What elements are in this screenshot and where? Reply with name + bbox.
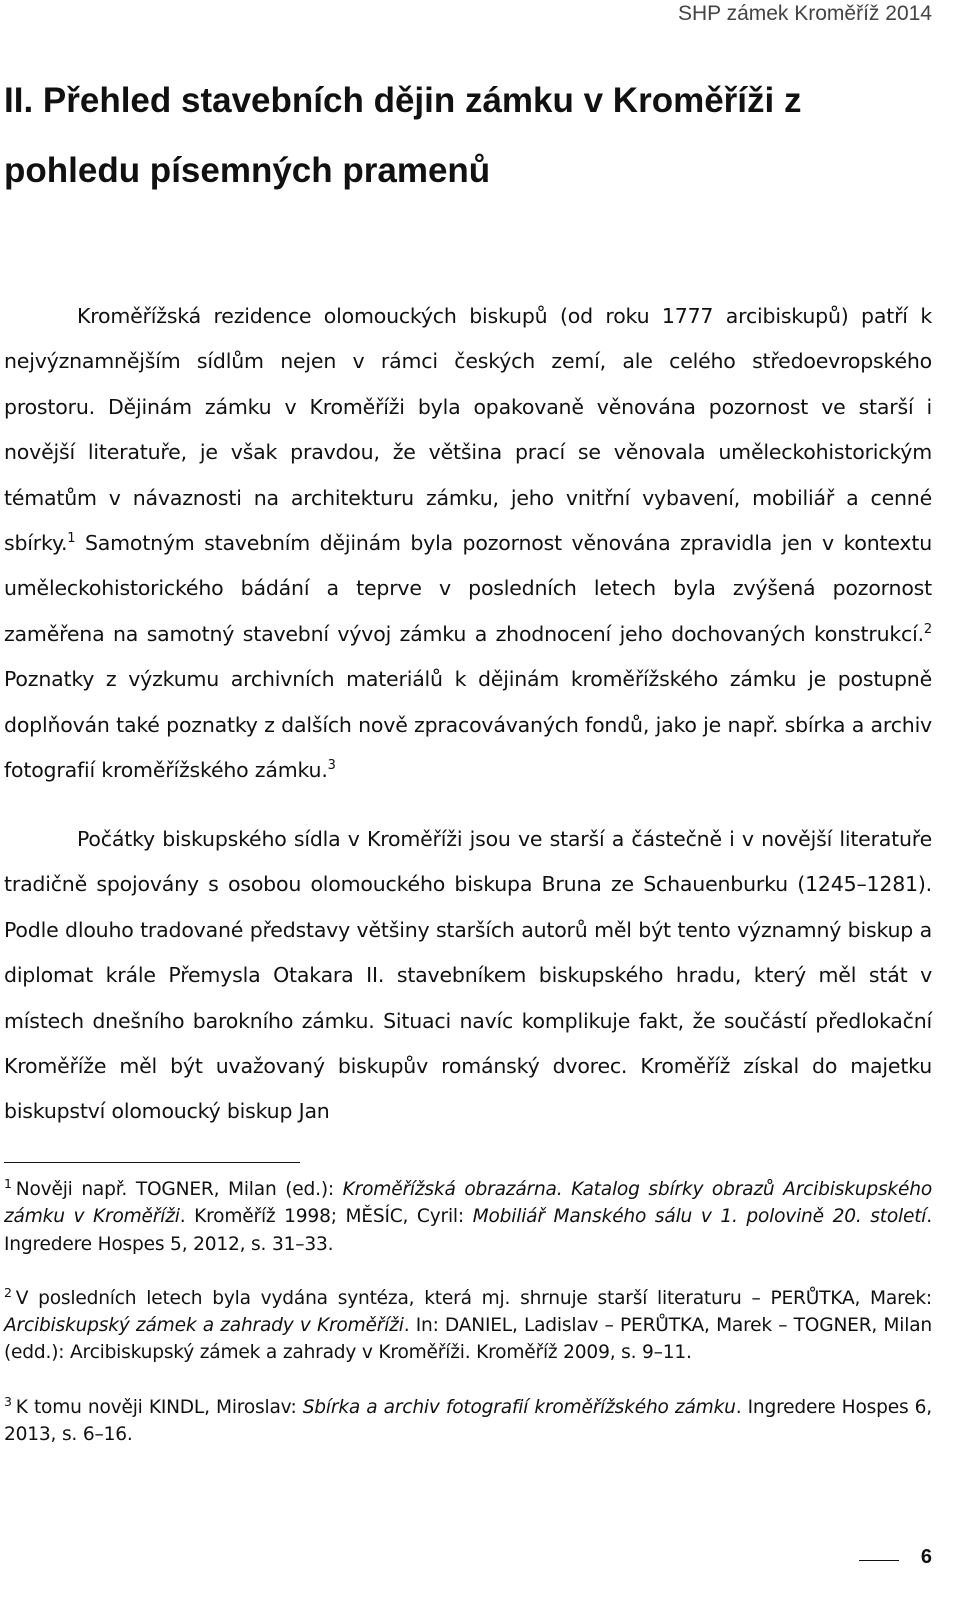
body-paragraph-2 [4, 817, 932, 1135]
p1-sentence-2: Samotným stavebním dějinám byla pozornost věnována zpravidla jen v kontextu uměleckohistorického bádání a teprve v posledních letech byla zvýšená pozornost zaměřena na samotný stavební vývoj zámku a zhodnocení jeho dochovaných konstrukcí. [4, 531, 932, 646]
footnote-text: . In: DANIEL, Ladislav – PERŮTKA, Marek – TOGNER, Milan (edd.): Arcibiskupský zámek a zahrady v Kroměříži. Kroměříž 2009, s. 9–11. [4, 1315, 932, 1364]
footnote-ref-3[interactable]: 3 [327, 758, 336, 774]
footnote-number: 2 [4, 1284, 12, 1300]
footnote-1 [4, 1176, 932, 1258]
footnote-2 [4, 1285, 932, 1367]
footnote-text: V posledních letech byla vydána syntéza, která mj. shrnuje starší literaturu – PERŮTKA, Marek: [15, 1287, 932, 1309]
footnote-title-italic: Arcibiskupský zámek a zahrady v Kroměříži [4, 1315, 404, 1337]
footnote-title-italic: Kroměřížská obrazárna. Katalog sbírky obrazů Arcibiskupského zámku v Kroměříži [4, 1179, 933, 1228]
footnote-text: . Ingredere Hospes 6, 2013, s. 6–16. [4, 1396, 932, 1446]
footnote-text: Nověji např. TOGNER, Milan (ed.): [15, 1179, 343, 1200]
footnote-separator [4, 1162, 300, 1163]
footer-rule [859, 1560, 899, 1561]
footnote-text: . Ingredere Hospes 5, 2012, s. 31–33. [4, 1206, 932, 1255]
p1-sentence-1: Kroměřížská rezidence olomouckých biskupů (od roku 1777 arcibiskupů) patří k nejvýznamnějším sídlům nejen v rámci českých zemí, ale celého středoevropského prostoru. Dějinám zámku v Kroměříži byla opakovaně věnována pozornost ve starší i novější literatuře, je však pravdou, že většina prací se věnovala uměleckohistorickým tématům v návaznosti na architekturu zámku, jeho vnitřní vybavení, mobiliář a cenné sbírky. [4, 304, 932, 556]
p2-text: Počátky biskupského sídla v Kroměříži jsou ve starší a částečně i v novější literatuře tradičně spojovány s osobou olomouckého biskupa Bruna ze Schauenburku (1245–1281). Podle dlouho tradované představy většiny starších autorů měl být tento významný biskup a diplomat krále Přemysla Otakara II. stavebníkem biskupského hradu, který měl stát v místech dnešního barokního zámku. Situaci navíc komplikuje fakt, že součástí předlokační Kroměříže měl být uvažovaný biskupův románský dvorec. Kroměříž získal do majetku biskupství olomoucký biskup Jan [4, 827, 932, 1124]
footnote-ref-1[interactable]: 1 [67, 531, 76, 547]
footnote-3 [4, 1394, 932, 1449]
footnote-title-italic: Sbírka a archiv fotografií kroměřížského zámku [302, 1396, 736, 1418]
running-header: SHP zámek Kroměříž 2014 [677, 2, 932, 25]
footnotes [4, 1176, 932, 1475]
footnote-number: 1 [4, 1176, 12, 1191]
footnote-number: 3 [4, 1393, 12, 1409]
p1-sentence-3: Poznatky z výzkumu archivních materiálů k dějinám kroměřížského zámku je postupně doplňován také poznatky z dalších nově zpracovávaných fondů, jako je např. sbírka a archiv fotografií kroměřížského zámku. [4, 667, 932, 783]
page-footer [859, 1545, 932, 1569]
page-number: 6 [920, 1546, 932, 1568]
footnote-ref-2[interactable]: 2 [923, 621, 932, 637]
chapter-title: II. Přehled stavebních dějin zámku v Kroměříži z pohledu písemných pramenů [4, 81, 802, 190]
footnote-text: . Kroměříž 1998; MĚSÍC, Cyril: [179, 1206, 473, 1228]
body-paragraph-1 [4, 294, 932, 793]
footnote-text: K tomu nověji KINDL, Miroslav: [15, 1396, 303, 1418]
footnote-title-italic: Mobiliář Manského sálu v 1. polovině 20. století [472, 1206, 927, 1228]
